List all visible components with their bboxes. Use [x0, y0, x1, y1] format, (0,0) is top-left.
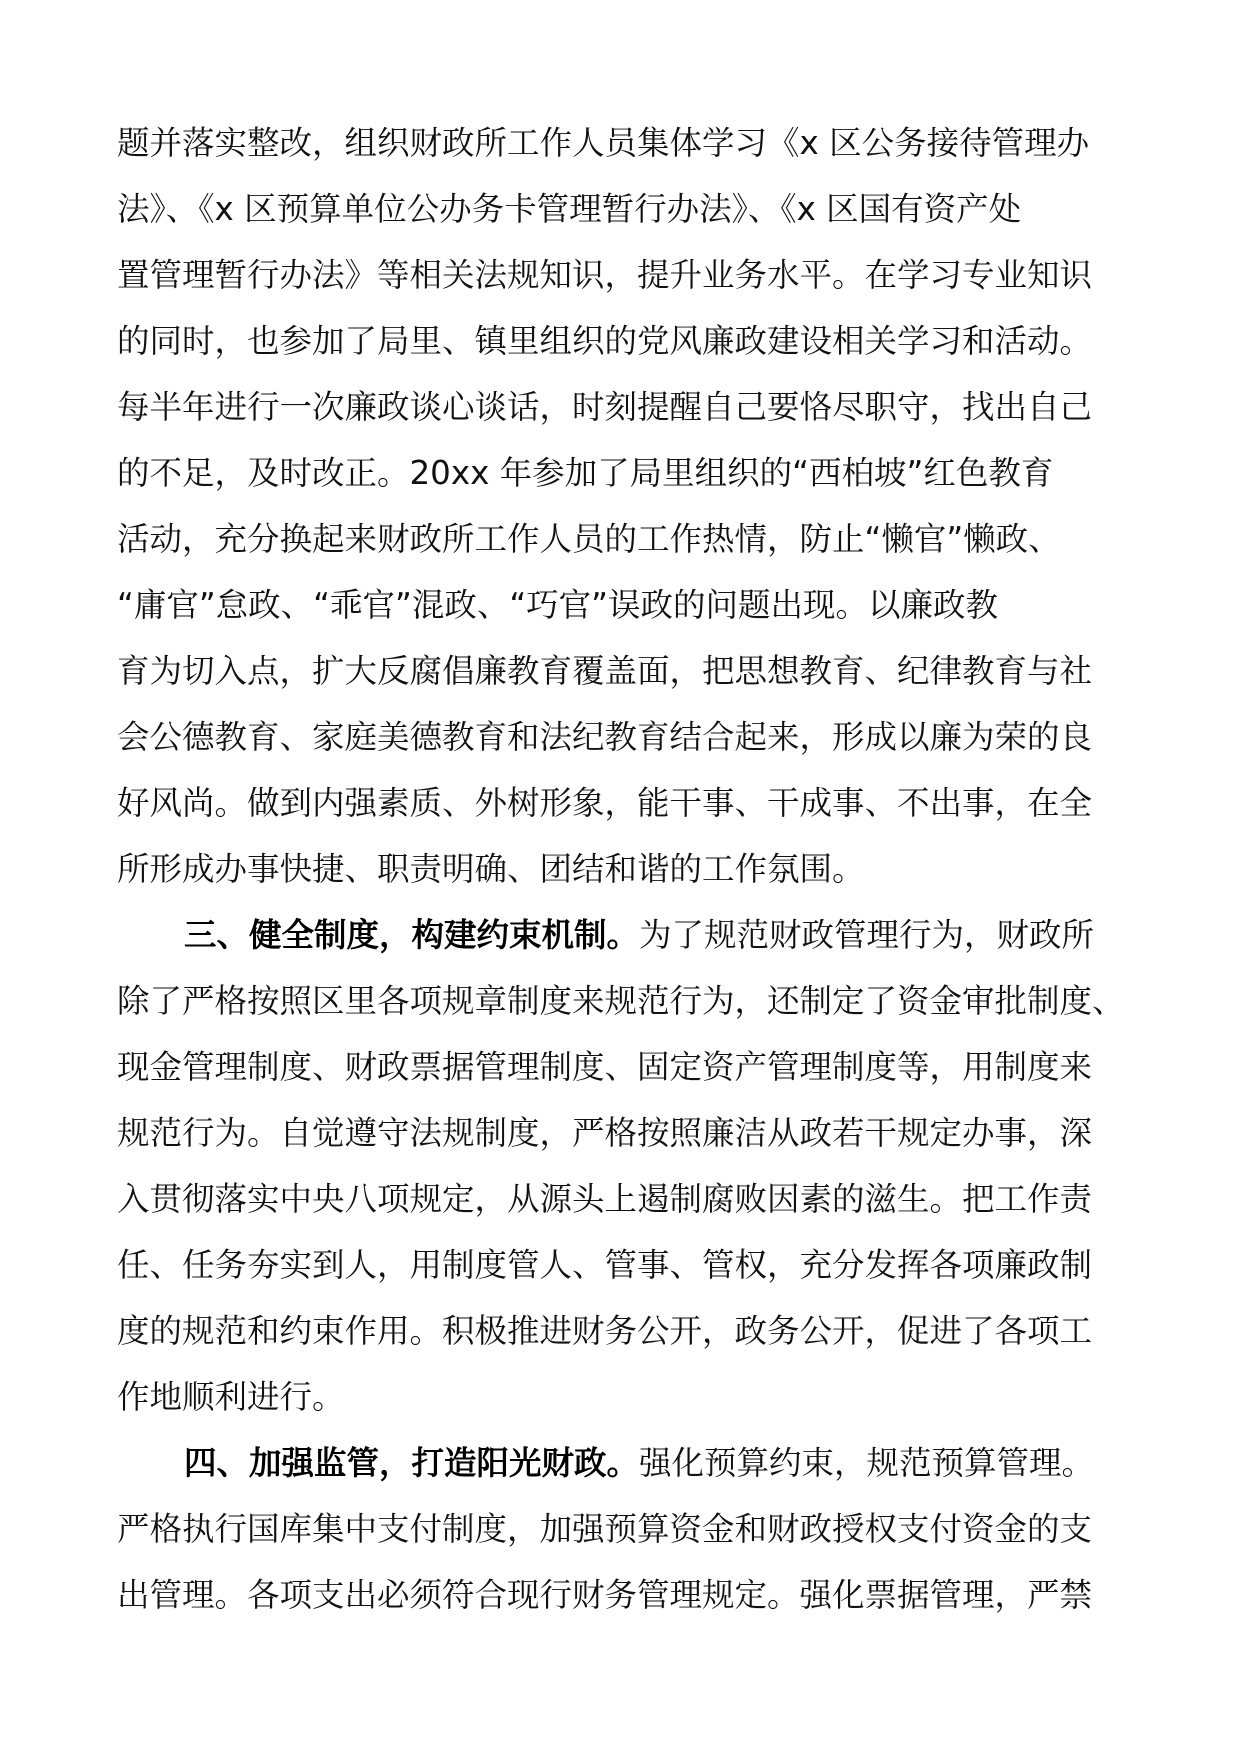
text-line: 育为切入点，扩大反腐倡廉教育覆盖面，把思想教育、纪律教育与社: [117, 652, 1093, 690]
text-line: 每半年进行一次廉政谈心谈话，时刻提醒自己要恪尽职守，找出自己: [117, 388, 1093, 426]
section-three-lead-text: 为了规范财政管理行为，财政所: [639, 916, 1095, 954]
text-line: 出管理。各项支出必须符合现行财务管理规定。强化票据管理，严禁: [117, 1576, 1093, 1614]
text-line: 题并落实整改，组织财政所工作人员集体学习《x 区公务接待管理办: [117, 124, 1090, 162]
text-line: 置管理暂行办法》等相关法规知识，提升业务水平。在学习专业知识: [117, 256, 1093, 294]
text-line: 会公德教育、家庭美德教育和法纪教育结合起来，形成以廉为荣的良: [117, 718, 1093, 756]
text-line: 好风尚。做到内强素质、外树形象，能干事、干成事、不出事，在全: [117, 784, 1093, 822]
section-three-first-line: [117, 902, 1127, 968]
text-line: 所形成办事快捷、职责明确、团结和谐的工作氛围。: [117, 850, 865, 888]
section-four-heading: 四、加强监管，打造阳光财政。: [184, 1444, 640, 1482]
text-line: 入贯彻落实中央八项规定，从源头上遏制腐败因素的滋生。把工作责: [117, 1180, 1093, 1218]
text-line: 现金管理制度、财政票据管理制度、固定资产管理制度等，用制度来: [117, 1048, 1093, 1086]
text-line: “庸官”怠政、“乖官”混政、“巧官”误政的问题出现。以廉政教: [117, 586, 999, 624]
text-line: 法》、《x 区预算单位公办务卡管理暂行办法》、《x 区国有资产处: [117, 190, 1022, 228]
section-four-lead-text: 强化预算约束，规范预算管理。: [639, 1444, 1095, 1482]
text-line: 度的规范和约束作用。积极推进财务公开，政务公开，促进了各项工: [117, 1312, 1093, 1350]
paragraph-continued: [117, 110, 1127, 902]
section-four-first-line: [117, 1430, 1127, 1496]
text-line: 的不足，及时改正。20xx 年参加了局里组织的“西柏坡”红色教育: [117, 454, 1054, 492]
text-line: 作地顺利进行。: [117, 1378, 345, 1416]
text-line: 的同时，也参加了局里、镇里组织的党风廉政建设相关学习和活动。: [117, 322, 1093, 360]
text-line: 活动，充分换起来财政所工作人员的工作热情，防止“懒官”懒政、: [117, 520, 1061, 558]
section-three-paragraph: [117, 902, 1127, 1430]
text-line: 除了严格按照区里各项规章制度来规范行为，还制定了资金审批制度、: [117, 982, 1125, 1020]
text-line: 严格执行国库集中支付制度，加强预算资金和财政授权支付资金的支: [117, 1510, 1093, 1548]
section-three-heading: 三、健全制度，构建约束机制。: [184, 916, 640, 954]
text-line: 任、任务夯实到人，用制度管人、管事、管权，充分发挥各项廉政制: [117, 1246, 1093, 1284]
text-line: 规范行为。自觉遵守法规制度，严格按照廉洁从政若干规定办事，深: [117, 1114, 1093, 1152]
section-four-paragraph: [117, 1430, 1127, 1628]
